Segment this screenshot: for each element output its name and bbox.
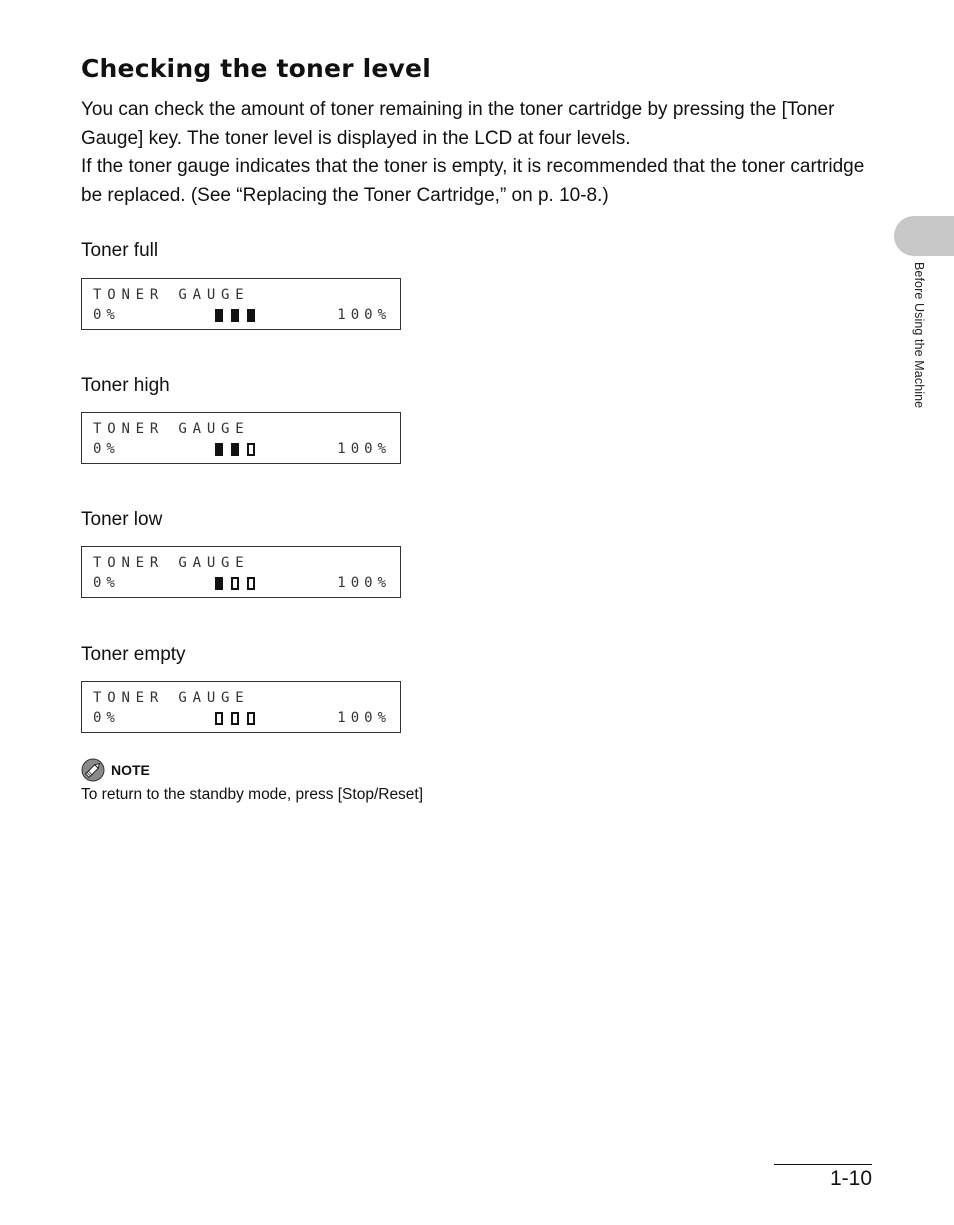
lcd-display-high [81, 412, 401, 464]
gauge-segment-empty [232, 578, 238, 589]
chapter-tab-label: Before Using the Machine [912, 262, 926, 409]
lcd-max: 100% [337, 441, 391, 457]
lcd-display-empty [81, 681, 401, 733]
lcd-min: 0% [93, 575, 120, 591]
lcd-max: 100% [337, 575, 391, 591]
gauge-segment-filled [216, 444, 222, 455]
gauge-segment-filled [216, 310, 222, 321]
lcd-display-low [81, 546, 401, 598]
lcd-min: 0% [93, 710, 120, 726]
gauge-segment-empty [248, 713, 254, 724]
level-label-low: Toner low [81, 509, 163, 530]
level-label-high: Toner high [81, 375, 170, 396]
gauge-segment-empty [248, 578, 254, 589]
gauge-segment-empty [248, 444, 254, 455]
intro-text [81, 96, 871, 210]
lcd-min: 0% [93, 441, 120, 457]
gauge-segment-empty [216, 713, 222, 724]
lcd-min: 0% [93, 307, 120, 323]
gauge-segment-filled [216, 578, 222, 589]
intro-paragraph-2: If the toner gauge indicates that the toner is empty, it is recommended that the toner cartridge be replaced. (See “Replacing the Toner Cartridge,” on p. 10-8.) [81, 156, 865, 206]
lcd-max: 100% [337, 307, 391, 323]
lcd-max: 100% [337, 710, 391, 726]
intro-paragraph-1: You can check the amount of toner remaining in the toner cartridge by pressing the [Toner Gauge] key. The toner level is displayed in the LCD at four levels. [81, 99, 835, 149]
lcd-title: TONER GAUGE [93, 421, 250, 437]
note-label: NOTE [111, 762, 150, 778]
toner-gauge-bar [215, 712, 259, 725]
toner-gauge-bar [215, 577, 259, 590]
lcd-title: TONER GAUGE [93, 555, 250, 571]
gauge-segment-filled [248, 310, 254, 321]
gauge-segment-empty [232, 713, 238, 724]
level-label-full: Toner full [81, 240, 159, 261]
lcd-title: TONER GAUGE [93, 690, 250, 706]
chapter-tab [894, 216, 954, 256]
note-header [81, 758, 150, 782]
lcd-display-full [81, 278, 401, 330]
page-title: Checking the toner level [81, 54, 431, 83]
toner-gauge-bar [215, 443, 259, 456]
gauge-segment-filled [232, 444, 238, 455]
lcd-title: TONER GAUGE [93, 287, 250, 303]
page-number: 1-10 [829, 1167, 872, 1190]
note-block [81, 758, 150, 782]
gauge-segment-filled [232, 310, 238, 321]
level-label-empty: Toner empty [81, 644, 186, 665]
toner-gauge-bar [215, 309, 259, 322]
note-text: To return to the standby mode, press [Stop/Reset] [81, 786, 424, 803]
pencil-note-icon [81, 758, 105, 782]
page-number-rule [774, 1164, 872, 1165]
